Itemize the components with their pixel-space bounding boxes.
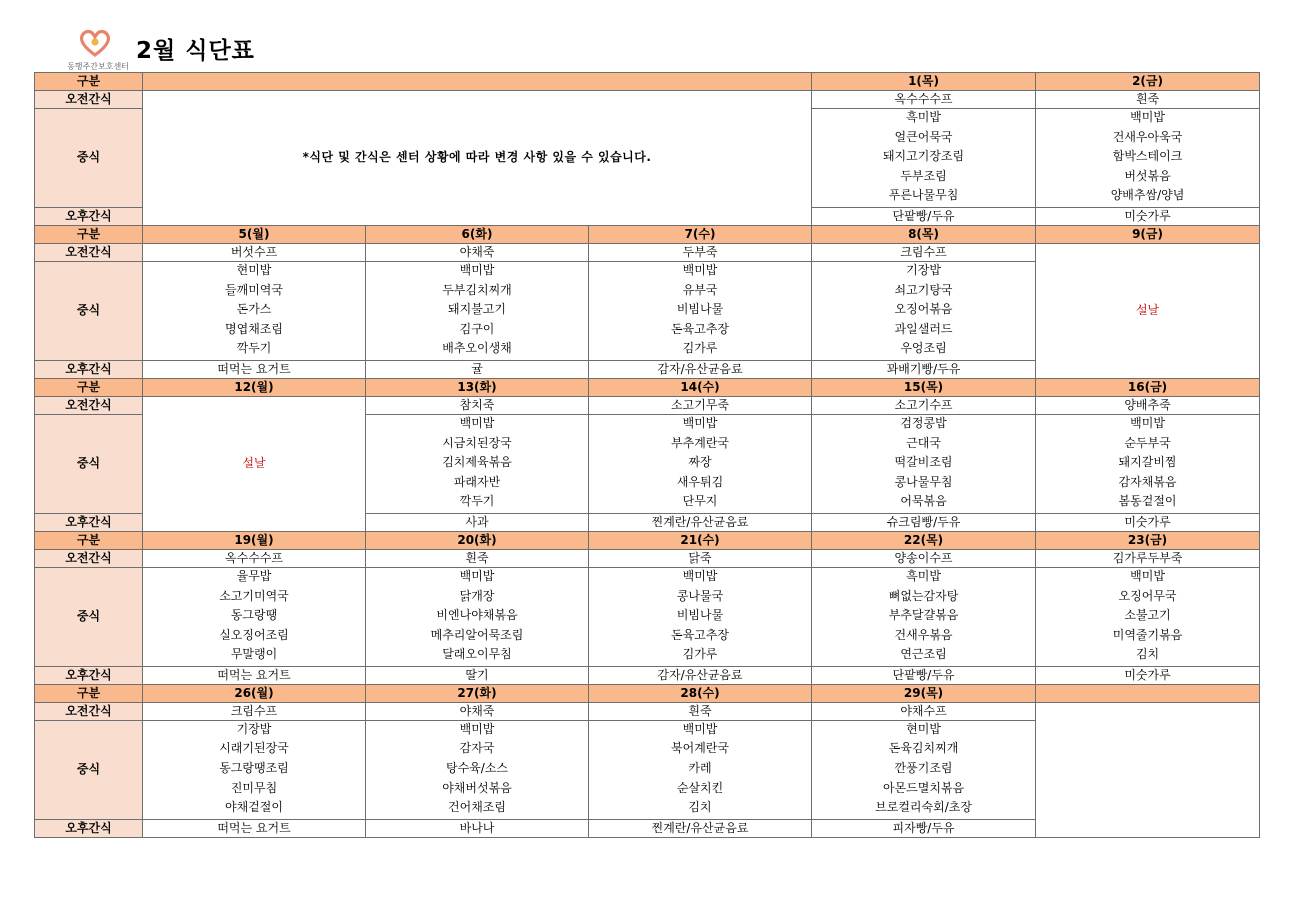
lunch-item: 두부김치찌개 [442, 282, 512, 297]
lunch-item: 돈가스 [236, 302, 272, 317]
afternoon-snack-label: 오후간식 [35, 819, 143, 837]
afternoon-snack-row [35, 666, 1260, 684]
lunch-item: 비빔나물 [676, 608, 724, 623]
lunch-item: 백미밥 [1130, 568, 1165, 583]
lunch-cell [812, 720, 1036, 819]
holiday-cell: 설날 [143, 396, 366, 531]
lunch-label: 중식 [35, 720, 143, 819]
lunch-item: 돼지갈비찜 [1118, 455, 1177, 470]
lunch-item: 백미밥 [459, 262, 495, 277]
lunch-item: 김구이 [459, 321, 495, 336]
morning-snack-cell: 흰죽 [589, 702, 812, 720]
menu-change-notice: *식단 및 간식은 센터 상황에 따라 변경 사항 있을 수 있습니다. [143, 91, 812, 226]
lunch-item: 시래기된장국 [219, 741, 289, 756]
afternoon-snack-label: 오후간식 [35, 360, 143, 378]
lunch-cell [812, 261, 1036, 360]
lunch-item: 아몬드멸치볶음 [882, 780, 965, 795]
meal-plan-table [34, 72, 1260, 838]
lunch-item: 김치 [1135, 647, 1160, 662]
week-header-row [35, 531, 1260, 549]
lunch-item: 백미밥 [1130, 415, 1165, 430]
lunch-item: 흑미밥 [906, 110, 941, 124]
morning-snack-label: 오전간식 [35, 702, 143, 720]
day-header: 20(화) [366, 531, 589, 549]
morning-snack-cell: 옥수수수프 [143, 549, 366, 567]
heart-logo-icon [78, 28, 112, 58]
afternoon-snack-cell: 꽈배기빵/두유 [812, 360, 1036, 378]
morning-snack-cell: 소고기무죽 [589, 396, 812, 414]
day-header: 21(수) [589, 531, 812, 549]
division-label: 구분 [35, 225, 143, 243]
page-header [62, 22, 662, 70]
afternoon-snack-cell: 찐계란/유산균음료 [589, 513, 812, 531]
lunch-item: 카레 [688, 761, 712, 776]
day-header: 29(목) [812, 684, 1036, 702]
morning-snack-cell: 크림수프 [812, 243, 1036, 261]
morning-snack-cell: 참치죽 [366, 396, 589, 414]
lunch-cell [143, 261, 366, 360]
day-header: 27(화) [366, 684, 589, 702]
lunch-item: 기장밥 [906, 262, 941, 277]
lunch-item: 명엽채조림 [225, 321, 283, 336]
lunch-item: 닭개장 [459, 588, 495, 603]
lunch-item: 소불고기 [1124, 608, 1171, 623]
lunch-cell [1036, 414, 1260, 513]
morning-snack-row [35, 243, 1260, 261]
lunch-label: 중식 [35, 109, 143, 208]
afternoon-snack-cell: 미숫가루 [1036, 666, 1260, 684]
morning-snack-cell: 옥수수수프 [812, 91, 1036, 109]
division-label: 구분 [35, 531, 143, 549]
week-header-row [35, 225, 1260, 243]
day-header [1036, 684, 1260, 702]
lunch-item: 순살치킨 [676, 780, 724, 795]
week-header-row [35, 684, 1260, 702]
lunch-item: 푸른나물무침 [888, 188, 959, 203]
lunch-item: 깍두기 [236, 341, 272, 356]
morning-snack-cell: 야채수프 [812, 702, 1036, 720]
lunch-item: 시금치된장국 [442, 435, 512, 450]
lunch-item: 과일샐러드 [894, 321, 953, 336]
lunch-item: 김가루 [682, 647, 718, 662]
lunch-cell [1036, 567, 1260, 666]
lunch-cell [589, 414, 812, 513]
lunch-cell [589, 720, 812, 819]
lunch-item: 파래자반 [453, 474, 501, 489]
day-header: 2(금) [1036, 73, 1260, 91]
morning-snack-cell: 흰죽 [366, 549, 589, 567]
lunch-item: 건어채조림 [448, 800, 506, 815]
day-header: 16(금) [1036, 378, 1260, 396]
lunch-item: 버섯볶음 [1124, 168, 1171, 183]
afternoon-snack-cell: 떠먹는 요거트 [143, 666, 366, 684]
day-header [143, 73, 812, 91]
morning-snack-cell: 김가루두부죽 [1036, 549, 1260, 567]
afternoon-snack-cell: 딸기 [366, 666, 589, 684]
lunch-item: 실오징어조림 [219, 627, 289, 642]
lunch-item: 김가루 [682, 341, 718, 356]
lunch-item: 짜장 [688, 455, 712, 470]
lunch-item: 백미밥 [459, 568, 495, 583]
morning-snack-label: 오전간식 [35, 396, 143, 414]
morning-snack-cell: 크림수프 [143, 702, 366, 720]
lunch-item: 쇠고기탕국 [894, 282, 953, 297]
lunch-item: 동그랑땡 [230, 608, 278, 623]
week-header-row [35, 378, 1260, 396]
lunch-item: 콩나물국 [676, 588, 724, 603]
lunch-row [35, 567, 1260, 666]
lunch-cell [812, 414, 1036, 513]
lunch-cell [589, 261, 812, 360]
lunch-item: 동그랑땡조림 [219, 761, 289, 776]
lunch-item: 깐풍기조림 [894, 761, 953, 776]
afternoon-snack-cell: 미숫가루 [1036, 513, 1260, 531]
day-header: 13(화) [366, 378, 589, 396]
afternoon-snack-label: 오후간식 [35, 513, 143, 531]
lunch-item: 백미밥 [682, 415, 718, 430]
lunch-cell [812, 109, 1036, 208]
afternoon-snack-cell: 슈크림빵/두유 [812, 513, 1036, 531]
division-label: 구분 [35, 73, 143, 91]
lunch-item: 뼈없는감자탕 [888, 588, 959, 603]
lunch-item: 기장밥 [236, 721, 272, 736]
lunch-item: 백미밥 [682, 262, 718, 277]
lunch-item: 소고기미역국 [219, 588, 289, 603]
lunch-item: 감자국 [459, 741, 495, 756]
lunch-cell [366, 720, 589, 819]
day-header: 12(월) [143, 378, 366, 396]
holiday-cell: 설날 [1036, 243, 1260, 378]
lunch-cell [366, 261, 589, 360]
lunch-item: 양배추쌈/양념 [1110, 188, 1185, 203]
day-header: 28(수) [589, 684, 812, 702]
morning-snack-cell: 야채죽 [366, 702, 589, 720]
lunch-label: 중식 [35, 567, 143, 666]
lunch-cell [1036, 109, 1260, 208]
morning-snack-row [35, 91, 1260, 109]
morning-snack-cell: 두부죽 [589, 243, 812, 261]
lunch-item: 돈육김치찌개 [888, 741, 959, 756]
lunch-item: 북어계란국 [671, 741, 729, 756]
lunch-item: 야채겉절이 [225, 800, 283, 815]
afternoon-snack-cell: 사과 [366, 513, 589, 531]
lunch-item: 배추오이생채 [442, 341, 512, 356]
morning-snack-cell: 소고기수프 [812, 396, 1036, 414]
afternoon-snack-cell: 미숫가루 [1036, 207, 1260, 225]
lunch-item: 어묵볶음 [900, 494, 947, 509]
empty-cell [1036, 702, 1260, 837]
afternoon-snack-cell: 감자/유산균음료 [589, 666, 812, 684]
lunch-item: 감자채볶음 [1118, 474, 1177, 489]
lunch-item: 탕수육/소스 [445, 761, 508, 776]
morning-snack-cell: 닭죽 [589, 549, 812, 567]
morning-snack-cell: 양송이수프 [812, 549, 1036, 567]
lunch-item: 오징어무국 [1118, 588, 1177, 603]
lunch-item: 돈육고추장 [671, 627, 729, 642]
lunch-item: 함박스테이크 [1112, 149, 1183, 164]
lunch-item: 흑미밥 [906, 568, 941, 583]
day-header: 7(수) [589, 225, 812, 243]
lunch-item: 진미무침 [230, 780, 278, 795]
lunch-item: 백미밥 [1130, 110, 1165, 124]
division-label: 구분 [35, 684, 143, 702]
lunch-item: 들깨미역국 [225, 282, 283, 297]
day-header: 8(목) [812, 225, 1036, 243]
lunch-item: 우엉조림 [900, 341, 947, 356]
afternoon-snack-cell: 바나나 [366, 819, 589, 837]
afternoon-snack-label: 오후간식 [35, 207, 143, 225]
lunch-cell [812, 567, 1036, 666]
afternoon-snack-label: 오후간식 [35, 666, 143, 684]
lunch-item: 율무밥 [236, 568, 272, 583]
afternoon-snack-cell: 단팥빵/두유 [812, 666, 1036, 684]
lunch-cell [366, 567, 589, 666]
lunch-item: 달래오이무침 [442, 647, 512, 662]
lunch-cell [366, 414, 589, 513]
afternoon-snack-cell: 귤 [366, 360, 589, 378]
logo-text: 동행주간보호센터 [67, 62, 129, 71]
morning-snack-cell: 흰죽 [1036, 91, 1260, 109]
lunch-item: 야채버섯볶음 [442, 780, 512, 795]
morning-snack-row [35, 396, 1260, 414]
day-header: 19(월) [143, 531, 366, 549]
lunch-item: 연근조림 [900, 647, 947, 662]
division-label: 구분 [35, 378, 143, 396]
lunch-item: 단무지 [682, 494, 718, 509]
lunch-item: 돼지불고기 [448, 302, 506, 317]
morning-snack-label: 오전간식 [35, 91, 143, 109]
lunch-item: 근대국 [906, 435, 941, 450]
day-header: 9(금) [1036, 225, 1260, 243]
week-header-row [35, 73, 1260, 91]
lunch-item: 두부조림 [900, 168, 947, 183]
lunch-label: 중식 [35, 261, 143, 360]
lunch-item: 비엔나야채볶음 [436, 608, 518, 623]
lunch-item: 현미밥 [906, 721, 941, 736]
morning-snack-cell: 야채죽 [366, 243, 589, 261]
lunch-item: 메추리알어묵조림 [430, 627, 524, 642]
lunch-cell [143, 720, 366, 819]
afternoon-snack-cell: 감자/유산균음료 [589, 360, 812, 378]
lunch-item: 건새우볶음 [894, 627, 953, 642]
lunch-cell [589, 567, 812, 666]
morning-snack-row [35, 549, 1260, 567]
day-header: 1(목) [812, 73, 1036, 91]
afternoon-snack-cell: 떠먹는 요거트 [143, 819, 366, 837]
page-title: 2월 식단표 [136, 38, 255, 64]
lunch-item: 김치 [688, 800, 712, 815]
afternoon-snack-cell: 단팥빵/두유 [812, 207, 1036, 225]
lunch-item: 백미밥 [459, 415, 495, 430]
lunch-item: 검정콩밥 [900, 415, 947, 430]
lunch-item: 얼큰어묵국 [894, 129, 953, 144]
afternoon-snack-cell: 떠먹는 요거트 [143, 360, 366, 378]
morning-snack-cell: 버섯수프 [143, 243, 366, 261]
lunch-item: 백미밥 [682, 568, 718, 583]
lunch-item: 비빔나물 [676, 302, 724, 317]
lunch-item: 부추계란국 [671, 435, 729, 450]
lunch-item: 봄동겉절이 [1118, 494, 1177, 509]
lunch-item: 백미밥 [682, 721, 718, 736]
morning-snack-label: 오전간식 [35, 243, 143, 261]
morning-snack-cell: 양배추죽 [1036, 396, 1260, 414]
lunch-item: 돈육고추장 [671, 321, 729, 336]
lunch-item: 김치제육볶음 [442, 455, 512, 470]
afternoon-snack-cell: 찐계란/유산균음료 [589, 819, 812, 837]
day-header: 23(금) [1036, 531, 1260, 549]
lunch-item: 현미밥 [236, 262, 272, 277]
day-header: 22(목) [812, 531, 1036, 549]
day-header: 14(수) [589, 378, 812, 396]
lunch-item: 유부국 [682, 282, 718, 297]
morning-snack-row [35, 702, 1260, 720]
day-header: 5(월) [143, 225, 366, 243]
lunch-item: 떡갈비조림 [894, 455, 953, 470]
lunch-item: 새우튀김 [676, 474, 724, 489]
lunch-item: 백미밥 [459, 721, 495, 736]
morning-snack-label: 오전간식 [35, 549, 143, 567]
lunch-item: 돼지고기장조림 [882, 149, 965, 164]
center-logo [62, 28, 132, 72]
day-header: 6(화) [366, 225, 589, 243]
lunch-item: 브로컬리숙회/초장 [875, 800, 972, 815]
lunch-item: 무말랭이 [230, 647, 278, 662]
lunch-item: 오징어볶음 [894, 302, 953, 317]
lunch-item: 순두부국 [1124, 435, 1171, 450]
lunch-item: 건새우아욱국 [1112, 129, 1183, 144]
lunch-label: 중식 [35, 414, 143, 513]
lunch-item: 콩나물무침 [894, 474, 953, 489]
day-header: 15(목) [812, 378, 1036, 396]
day-header: 26(월) [143, 684, 366, 702]
lunch-cell [143, 567, 366, 666]
lunch-item: 미역줄기볶음 [1112, 627, 1183, 642]
lunch-item: 깍두기 [459, 494, 495, 509]
lunch-item: 부추달걀볶음 [888, 608, 959, 623]
afternoon-snack-cell: 피자빵/두유 [812, 819, 1036, 837]
